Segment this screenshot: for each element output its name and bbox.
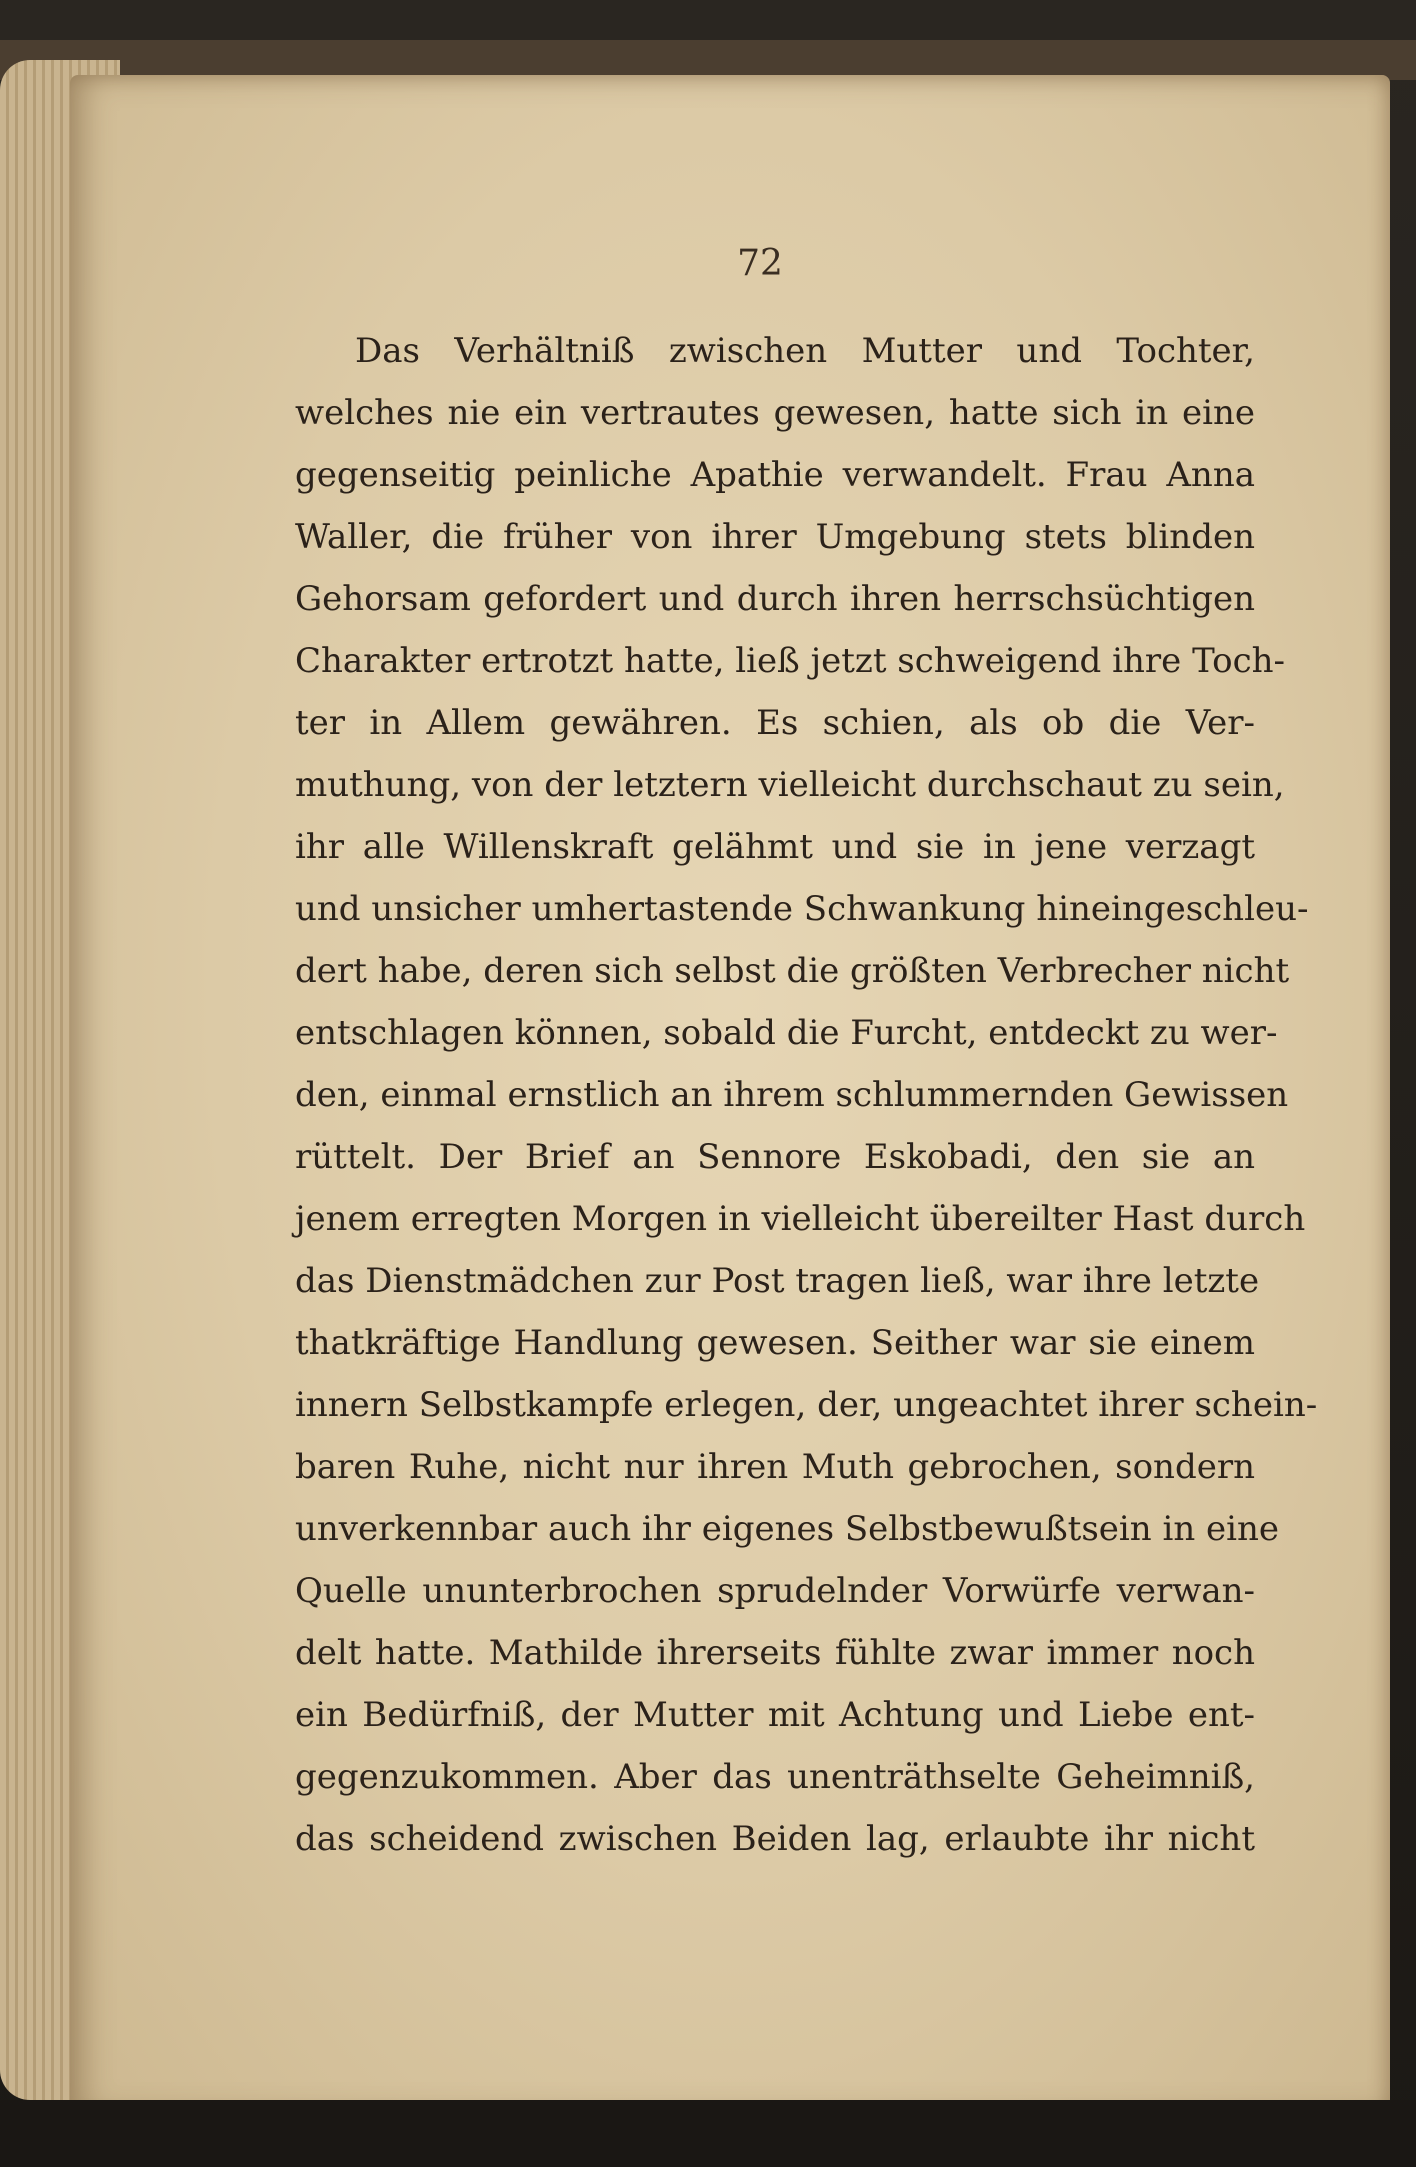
text-line: das scheidend zwischen Beiden lag, erlaubte ihr nicht: [295, 1819, 1255, 1859]
text-line: dert habe, deren sich selbst die größten Verbrecher nicht: [295, 951, 1290, 991]
text-line: gegenzukommen. Aber das unenträthselte Geheimniß,: [295, 1757, 1255, 1797]
text-line: entschlagen können, sobald die Furcht, entdeckt zu wer-: [295, 1013, 1278, 1053]
page-number: 72: [737, 243, 783, 284]
text-line: Charakter ertrotzt hatte, ließ jetzt schweigend ihre Toch-: [295, 641, 1286, 681]
text-line: innern Selbstkampfe erlegen, der, ungeachtet ihrer schein-: [295, 1385, 1318, 1425]
text-line: welches nie ein vertrautes gewesen, hatte sich in eine: [295, 393, 1255, 433]
text-line: jenem erregten Morgen in vielleicht übereilter Hast durch: [295, 1199, 1306, 1239]
book-cover-edge: [0, 40, 1416, 80]
text-line: und unsicher umhertastende Schwankung hineingeschleu-: [295, 889, 1309, 929]
text-line: Quelle ununterbrochen sprudelnder Vorwürfe verwan-: [295, 1571, 1255, 1611]
text-line: muthung, von der letztern vielleicht durchschaut zu sein,: [295, 765, 1285, 805]
text-line: rüttelt. Der Brief an Sennore Eskobadi, den sie an: [295, 1137, 1255, 1177]
text-line: thatkräftige Handlung gewesen. Seither war sie einem: [295, 1323, 1255, 1363]
text-line: das Dienstmädchen zur Post tragen ließ, war ihre letzte: [295, 1261, 1260, 1301]
text-line: baren Ruhe, nicht nur ihren Muth gebrochen, sondern: [295, 1447, 1255, 1487]
text-line: unverkennbar auch ihr eigenes Selbstbewußtsein in eine: [295, 1509, 1280, 1549]
text-line: Gehorsam gefordert und durch ihren herrschsüchtigen: [295, 579, 1255, 619]
background-surface: [0, 2100, 1416, 2167]
text-line: ter in Allem gewähren. Es schien, als ob die Ver-: [295, 703, 1255, 743]
text-line: delt hatte. Mathilde ihrerseits fühlte zwar immer noch: [295, 1633, 1255, 1673]
text-line: gegenseitig peinliche Apathie verwandelt. Frau Anna: [295, 455, 1255, 495]
text-line: Waller, die früher von ihrer Umgebung stets blinden: [295, 517, 1255, 557]
text-line: den, einmal ernstlich an ihrem schlummernden Gewissen: [295, 1075, 1289, 1115]
text-line: Das Verhältniß zwischen Mutter und Tochter,: [355, 331, 1255, 371]
text-line: ein Bedürfniß, der Mutter mit Achtung und Liebe ent-: [295, 1695, 1255, 1735]
body-text: [295, 320, 1318, 1870]
text-line: ihr alle Willenskraft gelähmt und sie in jene verzagt: [295, 827, 1255, 867]
